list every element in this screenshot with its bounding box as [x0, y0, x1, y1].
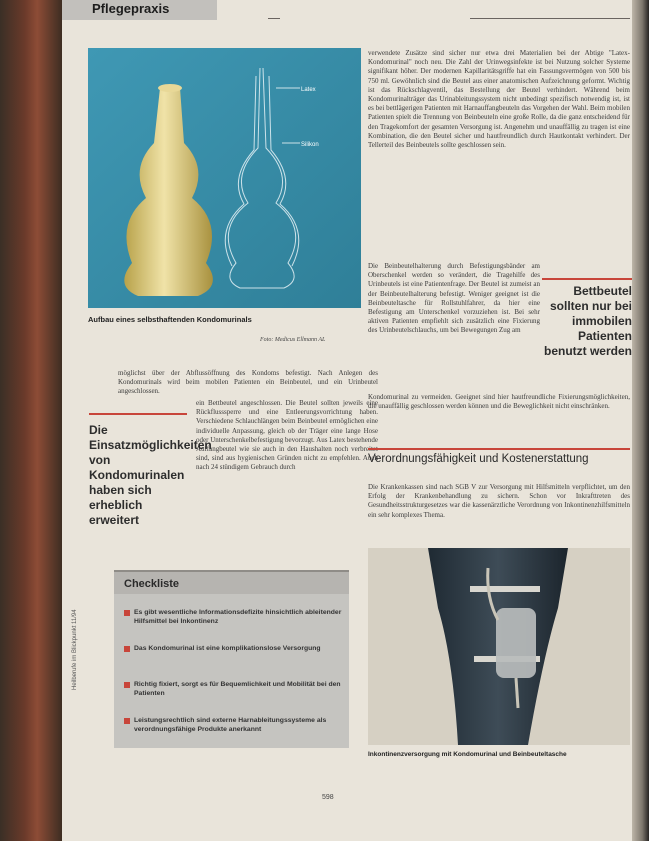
label-latex: Latex	[301, 87, 316, 93]
photo-credit: Foto: Medicus Ellmann AL	[260, 337, 326, 343]
label-silikon: Silikon	[301, 142, 319, 148]
checklist-item	[124, 644, 342, 653]
square-bullet-icon	[124, 646, 130, 652]
checklist-item-text: Das Kondomurinal ist eine komplikationslose Versorgung	[134, 645, 321, 652]
header-rule-right	[470, 18, 630, 19]
book-spine-shadow	[0, 0, 62, 841]
square-bullet-icon	[124, 682, 130, 688]
checklist-item-text: Leistungsrechtlich sind externe Harnableitungssysteme als verordnungsfähige Produkte anerkannt	[134, 717, 327, 733]
checklist-header	[114, 570, 349, 594]
header-rule-left	[268, 18, 280, 19]
square-bullet-icon	[124, 718, 130, 724]
square-bullet-icon	[124, 610, 130, 616]
checklist-box	[114, 570, 349, 748]
body-text-right-top: verwendete Zusätze sind sicher nur etwa drei Materialien bei der Abtige "Latex-Kondomurinal" noch neu. Die Zahl der Urinwegsinfekte ist bei Nutzung solcher Systeme signifikant höher. Der modernen Kapillaritätsgriffe hat ein Fassungsvermögen von 500 bis 750 ml. Gewöhnlich sind die Beutel aus einer anatomischen Aufzeichnung geformt. Wichtig ist das Rückschlagventil, das Bestellung der Beutel verhindert. Während beim Kondomurinalträger das Urinableitungssystem nicht unbedingt spezifisch notwendig ist, ist es bei bettlägerigen Patienten mit Harnauffangbeuteln das Vorgehen der Wahl. Beim mobilen Patienten spielt die Trennung von Beinbeuteln eine große Rolle, da die ganz entscheidend für den Tragekomfort der gesamten Versorgung ist. Angenehm und unauffällig zu tragen ist eine Kombination, die den Beutel sicher und hautfreundlich durch Hautkontakt verhindert. Der Tellerteil des Beinbeutels sollte geschlossen sein.	[368, 49, 630, 150]
page-number: 598	[322, 794, 334, 801]
checklist-title: Checkliste	[124, 578, 180, 590]
figure1-caption: Aufbau eines selbsthaftenden Kondomurinals	[88, 315, 252, 324]
source-line: Heilberufe im Blickpunkt 11/94	[72, 609, 78, 690]
section-heading-verordnung: Verordnungsfähigkeit und Kostenerstattung	[368, 448, 630, 466]
section-title: Pflegepraxis	[92, 1, 170, 16]
body-text-right-bottom: Kondomurinal zu vermeiden. Geeignet sind hier hautfreundliche Fixierungsmöglichkeiten, die unauffällig geschlossen werden können und die Beweglichkeit nicht einschränken.	[368, 393, 630, 411]
body-text-right-mid: Die Beinbeutelhalterung durch Befestigungsbänder am Oberschenkel werden so verändert, die Tragehilfe des Urinbeutels ist eine Patientenfrage. Der Beutel ist zumeist an der Beinbeutelhalterung befestigt. Weniger geeignet ist die Beinbeuteltasche für Rollstuhlfahrer, da hier eine Befestigung am Unterschenkel vorzuziehen ist. Bei sehr aktiven Patienten empfiehlt sich zusätzlich eine Fixierung des Urinbeutelschlauchs, um bei Bewegungen Zug am	[368, 262, 540, 335]
body-text-left-mid: möglichst über der Abflussöffnung des Kondoms befestigt. Nach Anlegen des Kondomurinals wird beim mobilen Patienten ein Beinbeutel, und ein Urinbeutel angeschlossen.	[118, 369, 378, 396]
checklist-item-text: Es gibt wesentliche Informationsdefizite hinsichtlich ableitender Hilfsmittel bei Inkontinenz	[134, 609, 342, 625]
body-text-left-inset: ein Bettbeutel angeschlossen. Die Beutel sollten jeweils eine Rückflusssperre und eine Entleerungsvorrichtung haben. Verschiedene Schlauchlängen beim Beinbeutel ermöglichen eine individuelle Anpassung, gleich ob der Träger eine lange Hose oder Unterschenkelbefestigung bevorzugt. Aus Latex bestehende Auffangbeutel wie sie auch in den Haushalten noch verbreitet sind, sind aus hygienischen Gründen nicht zu empfehlen. Auch nach 24 stündigem Gebrauch durch	[196, 399, 378, 472]
checklist-item	[124, 680, 342, 698]
checklist-item	[124, 716, 342, 734]
figure2-caption: Inkontinenzversorgung mit Kondomurinal und Beinbeuteltasche	[368, 751, 567, 758]
section-body-verordnung: Die Krankenkassen sind nach SGB V zur Versorgung mit Hilfsmitteln verpflichtet, um den Erfolg der Krankenbehandlung zu sichern. Schon vor Inkrafttreten des Gesundheitsstrukturgesetzes war die kassenärztliche Verordnung von Inkontinenzhilfsmitteln ein sehr komplexes Thema.	[368, 483, 630, 519]
checklist-item-text: Richtig fixiert, sorgt es für Bequemlichkeit und Mobilität bei den Patienten	[134, 681, 341, 697]
page-edge	[632, 0, 649, 841]
pullquote-einsatzmoeglichkeiten: Die Einsatzmöglichkeiten von Kondomurinalen haben sich erheblich erweitert	[89, 413, 187, 528]
leg-bag-photo	[368, 548, 630, 745]
condom-catheter-photo	[88, 48, 361, 308]
pullquote-bettbeutel: Bettbeutel sollten nur bei immobilen Patienten benutzt werden	[542, 278, 632, 359]
checklist-item	[124, 608, 342, 626]
